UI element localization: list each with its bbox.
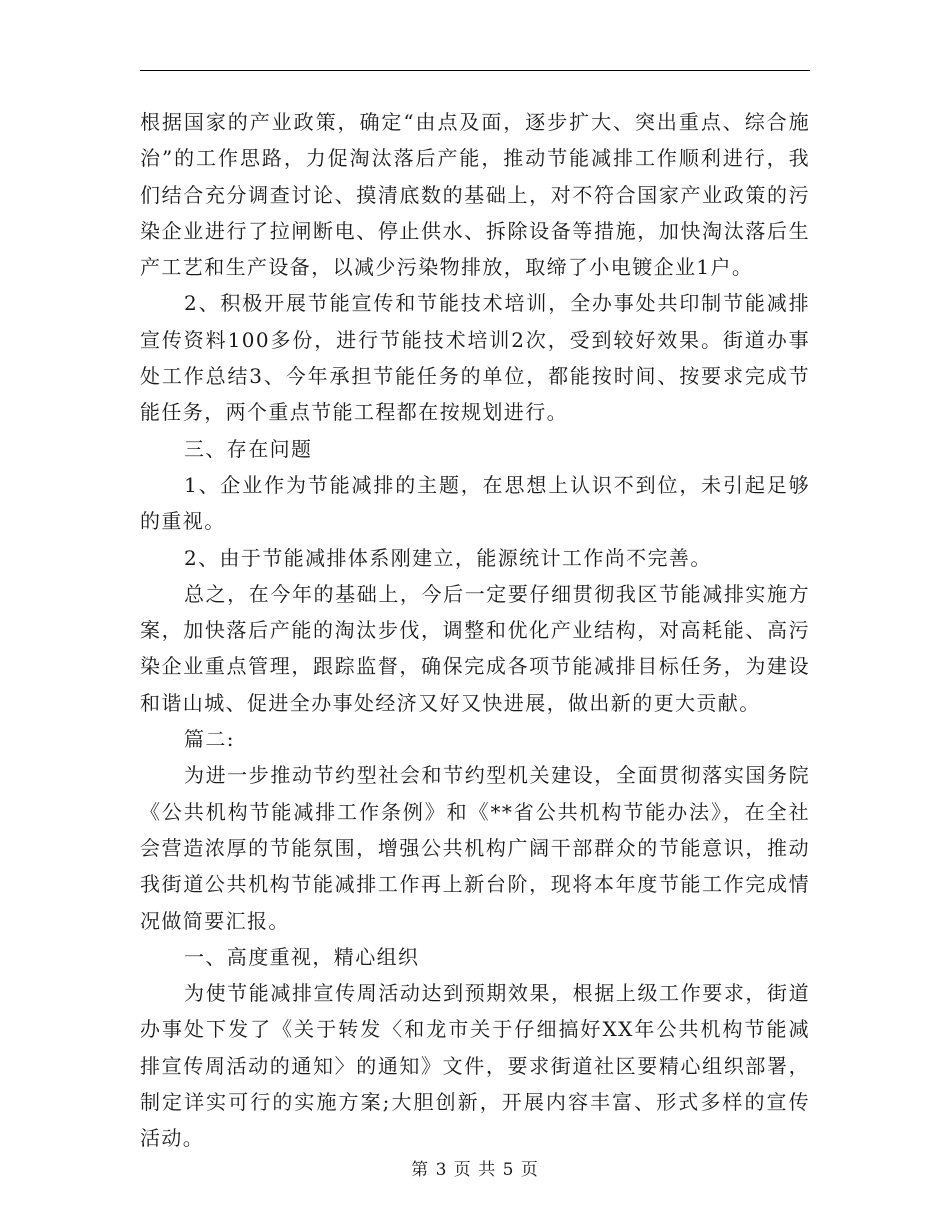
paragraph-10: 为使节能减排宣传周活动达到预期效果，根据上级工作要求，街道办事处下发了《关于转发〈和龙市关于仔细搞好XX年公共机构节能减排宣传周活动的通知〉的通知》文件，要求街道社区要精心组织部署，制定详实可行的实施方案;大胆创新，开展内容丰富、形式多样的宣传活动。 (140, 981, 810, 1151)
footer-total-prefix: 共 (478, 1160, 497, 1180)
current-page-number: 3 (435, 1160, 448, 1180)
footer-prefix: 第 (411, 1160, 430, 1180)
document-body (140, 104, 810, 1157)
section-heading-part-two: 篇二: (184, 727, 235, 752)
page-footer (0, 1155, 950, 1180)
header-rule (140, 70, 810, 71)
paragraph-2: 2、积极开展节能宣传和节能技术培训，全办事处共印制节能减排宣传资料100多份，进行节能技术培训2次，受到较好效果。街道办事处工作总结3、今年承担节能任务的单位，都能按时间、按要求完成节能任务，两个重点节能工程都在按规划进行。 (140, 291, 810, 425)
footer-page-word: 页 (453, 1160, 472, 1180)
paragraph-4: 1、企业作为节能减排的主题，在思想上认识不到位，未引起足够的重视。 (140, 472, 810, 534)
total-pages-number: 5 (502, 1160, 515, 1180)
paragraph-8: 为进一步推动节约型社会和节约型机关建设，全面贯彻落实国务院《公共机构节能减排工作条例》和《**省公共机构节能办法》，在全社会营造浓厚的节能氛围，增强公共机构广阔干部群众的节能意识，推动我街道公共机构节能减排工作再上新台阶，现将本年度节能工作完成情况做简要汇报。 (140, 763, 810, 933)
paragraph-5: 2、由于节能减排体系刚建立，能源统计工作尚不完善。 (184, 545, 712, 570)
paragraph-1: 根据国家的产业政策，确定“由点及面，逐步扩大、突出重点、综合施治”的工作思路，力促淘汰落后产能，推动节能减排工作顺利进行，我们结合充分调查讨论、摸清底数的基础上，对不符合国家产业政策的污染企业进行了拉闸断电、停止供水、拆除设备等措施，加快淘汰落后生产工艺和生产设备，以减少污染物排放，取缔了小电镀企业1户。 (140, 110, 810, 280)
paragraph-6: 总之，在今年的基础上，今后一定要仔细贯彻我区节能减排实施方案，加快落后产能的淘汰步伐，调整和优化产业结构，对高耗能、高污染企业重点管理，跟踪监督，确保完成各项节能减排目标任务，为建设和谐山城、促进全办事处经济又好又快进展，做出新的更大贡献。 (140, 581, 810, 715)
section-heading-problems: 三、存在问题 (184, 436, 313, 461)
footer-suffix: 页 (520, 1160, 539, 1180)
section-heading-organize: 一、高度重视，精心组织 (184, 944, 420, 969)
